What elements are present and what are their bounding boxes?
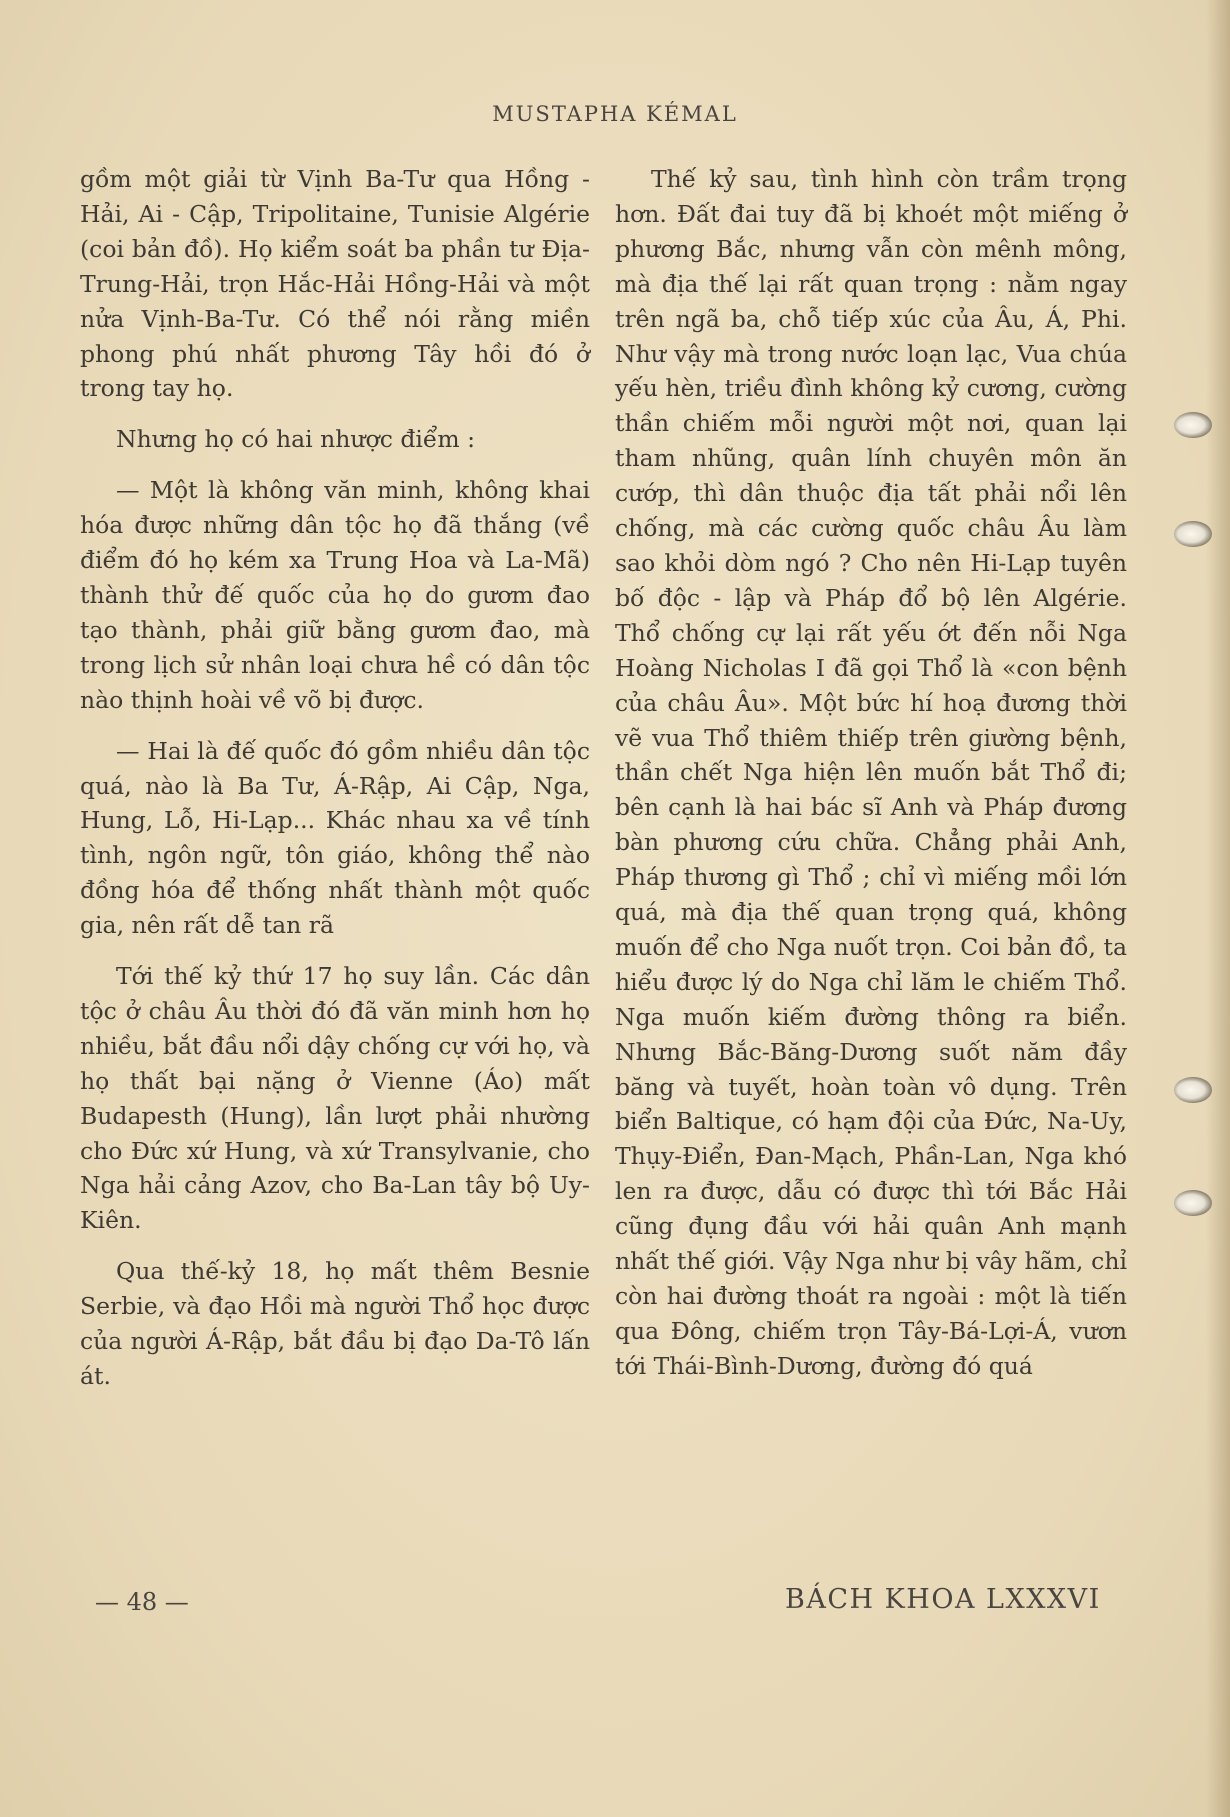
binding-hole bbox=[1174, 521, 1212, 547]
paragraph: Qua thế-kỷ 18, họ mất thêm Besnie Serbie, và đạo Hồi mà người Thổ học được của người Á-Rập, bắt đầu bị đạo Da-Tô lấn át. bbox=[80, 1257, 590, 1390]
paragraph: — Hai là đế quốc đó gồm nhiều dân tộc quá, nào là Ba Tư, Á-Rập, Ai Cập, Nga, Hung, Lỗ, Hi-Lạp... Khác nhau xa về tính tình, ngôn ngữ, tôn giáo, không thể nào đồng hóa để thống nhất thành một quốc gia, nên rất dễ tan rã bbox=[80, 736, 590, 940]
page-edge-shadow bbox=[1206, 0, 1230, 1817]
right-column bbox=[615, 162, 1127, 1384]
binding-hole bbox=[1174, 1190, 1212, 1216]
paragraph: Nhưng họ có hai nhược điểm : bbox=[116, 425, 476, 454]
page-number: — 48 — bbox=[95, 1588, 189, 1616]
running-head: MUSTAPHA KÉMAL bbox=[492, 102, 738, 126]
left-column bbox=[80, 162, 590, 1394]
paragraph: Thế kỷ sau, tình hình còn trầm trọng hơn. Đất đai tuy đã bị khoét một miếng ở phương Bắc, nhưng vẫn còn mênh mông, mà địa thế lại rất quan trọng : nằm ngay trên ngã ba, chỗ tiếp xúc của Âu, Á, Phi. Như vậy mà trong nước loạn lạc, Vua chúa yếu hèn, triều đình không kỷ cương, cường thần chiếm mỗi người một nơi, quan lại tham nhũng, quân lính chuyên môn ăn cướp, thì dân thuộc địa tất phải nổi lên chống, mà các cường quốc châu Âu làm sao khỏi dòm ngó ? Cho nên Hi-Lạp tuyên bố độc - lập và Pháp đổ bộ lên Algérie. Thổ chống cự lại rất yếu ớt đến nỗi Nga Hoàng Nicholas I đã gọi Thổ là «con bệnh của châu Âu». Một bức hí hoạ đương thời vẽ vua Thổ thiêm thiếp trên giường bệnh, thần chết Nga hiện lên muốn bắt Thổ đi; bên cạnh là hai bác sĩ Anh và Pháp đương bàn phương cứu chữa. Chẳng phải Anh, Pháp thương gì Thổ ; chỉ vì miếng mồi lớn quá, mà địa thế quan trọng quá, không muốn để cho Nga nuốt trọn. Coi bản đồ, ta hiểu được lý do Nga chỉ lăm le chiếm Thổ. Nga muốn kiếm đường thông ra biển. Nhưng Bắc-Băng-Dương suốt năm đầy băng và tuyết, hoàn toàn vô dụng. Trên biển Baltique, có hạm đội của Đức, Na-Uy, Thụy-Điển, Đan-Mạch, Phần-Lan, Nga khó len ra được, dẫu có được thì tới Bắc Hải cũng đụng đầu với hải quân Anh mạnh nhất thế giới. Vậy Nga như bị vây hãm, chỉ còn hai đường thoát ra ngoài : một là tiến qua Đông, chiếm trọn Tây-Bá-Lợi-Á, vươn tới Thái-Bình-Dương, đường đó quá bbox=[615, 165, 1127, 1380]
paragraph: gồm một giải từ Vịnh Ba-Tư qua Hồng - Hải, Ai - Cập, Tripolitaine, Tunisie Algérie (coi bản đồ). Họ kiểm soát ba phần tư Địa-Trung-Hải, trọn Hắc-Hải Hồng-Hải và một nửa Vịnh-Ba-Tư. Có thể nói rằng miền phong phú nhất phương Tây hồi đó ở trong tay họ. bbox=[80, 165, 590, 403]
paragraph: Tới thế kỷ thứ 17 họ suy lần. Các dân tộc ở châu Âu thời đó đã văn minh hơn họ nhiều, bắt đầu nổi dậy chống cự với họ, và họ thất bại nặng ở Vienne (Áo) mất Budapesth (Hung), lần lượt phải nhường cho Đức xứ Hung, và xứ Transylvanie, cho Nga hải cảng Azov, cho Ba-Lan tây bộ Uy-Kiên. bbox=[80, 962, 590, 1235]
journal-name: BÁCH KHOA LXXXVI bbox=[785, 1584, 1101, 1615]
paragraph: — Một là không văn minh, không khai hóa được những dân tộc họ đã thắng (về điểm đó họ kém xa Trung Hoa và La-Mã) thành thử đế quốc của họ do gươm đao tạo thành, phải giữ bằng gươm đao, mà trong lịch sử nhân loại chưa hề có dân tộc nào thịnh hoài về võ bị được. bbox=[80, 476, 590, 714]
binding-hole bbox=[1174, 412, 1212, 438]
binding-hole bbox=[1174, 1077, 1212, 1103]
